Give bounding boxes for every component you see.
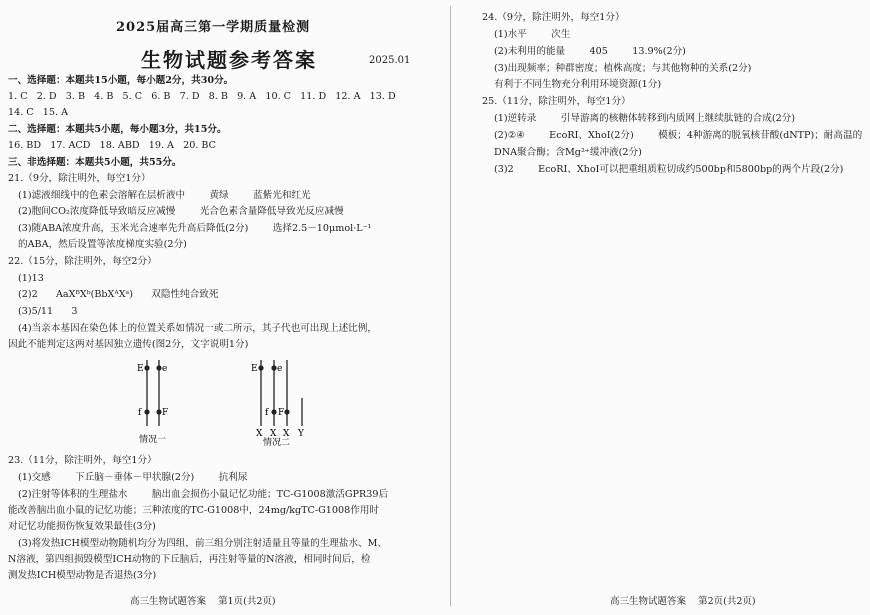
- answer-line: DNA聚合酶；含Mg²⁺缓冲液(2分): [494, 147, 642, 158]
- answer-line: 16. BD 17. ACD 18. ABD 19. A 20. BC: [8, 140, 216, 151]
- question-25-heading: 25.（11分，除注明外，每空1分）: [482, 96, 631, 107]
- main-title: 生物试题参考答案: [141, 48, 317, 72]
- answer-line: (2)②④ EcoRⅠ、XhoⅠ(2分) 模板；4种游离的脱氧核苷酸(dNTP)；耐高温的: [494, 130, 863, 141]
- question-24-heading: 24.（9分，除注明外，每空1分）: [482, 12, 625, 23]
- answer-line: (1)交感 下丘脑－垂体－甲状腺(2分) 抗利尿: [18, 472, 248, 483]
- answer-line: (2)未利用的能量 405 13.9%(2分): [494, 46, 686, 57]
- answer-line: 的ABA，然后设置等浓度梯度实验(2分): [18, 239, 187, 250]
- gene-label: e: [277, 364, 283, 374]
- answer-line: (1)逆转录 引导游离的核糖体转移到内质网上继续肽链的合成(2分): [494, 113, 796, 124]
- page-divider: [450, 6, 451, 606]
- answer-line: (1)滤液细线中的色素会溶解在层析液中 黄绿 蓝紫光和红光: [18, 190, 311, 201]
- gene-label: F: [278, 408, 285, 418]
- question-21-heading: 21.（9分，除注明外，每空1分）: [8, 173, 151, 184]
- sex-chromosome-label: X: [270, 429, 277, 439]
- gene-label: E: [137, 364, 144, 374]
- answer-line: 有利于不同生物充分利用环境资源(1分): [494, 79, 662, 90]
- case-1-label: 情况一: [139, 435, 167, 445]
- exam-date: 2025.01: [369, 55, 411, 66]
- answer-line: 测发热ICH模型动物是否退热(3分): [8, 570, 157, 581]
- chromosome-diagram: [125, 356, 325, 446]
- answer-line: N溶液，第四组损毁模型ICH动物的下丘脑后，再注射等量的N溶液，相同时间后，检: [8, 554, 371, 565]
- page-footer: 高三生物试题答案 第1页(共2页): [130, 596, 276, 607]
- section-1-heading: 一、选择题：本题共15小题，每小题2分，共30分。: [8, 75, 234, 86]
- answer-line: (2)2 AaXᴮXᵇ(BbXᴬXᵃ) 双隐性纯合致死: [18, 289, 219, 300]
- sex-chromosome-label: Y: [298, 429, 304, 439]
- answer-line: 14. C 15. A: [8, 107, 69, 118]
- section-3-heading: 三、非选择题：本题共5小题，共55分。: [8, 157, 182, 168]
- answer-line: (3)出现频率；种群密度；植株高度；与其他物种的关系(2分): [494, 63, 752, 74]
- answer-line: (1)水平 次生: [494, 29, 571, 40]
- answer-line: (2)注射等体积的生理盐水 脑出血会损伤小鼠记忆功能；TC-G1008激活GPR39后: [18, 489, 389, 500]
- question-22-heading: 22.（15分，除注明外，每空2分）: [8, 256, 157, 267]
- answer-line: (1)13: [18, 273, 44, 284]
- gene-label: f: [265, 408, 269, 418]
- question-23-heading: 23.（11分，除注明外，每空1分）: [8, 455, 157, 466]
- section-2-heading: 二、选择题：本题共5小题，每小题3分，共15分。: [8, 124, 227, 135]
- sex-chromosome-label: X: [256, 429, 263, 439]
- answer-line: (3)2 EcoRⅠ、XhoⅠ可以把重组质粒切成约500bp和5800bp的两个片段(2分): [494, 164, 844, 175]
- gene-label: f: [138, 408, 142, 418]
- answer-line: (2)胞间CO₂浓度降低导致暗反应减慢 光合色素含量降低导致光反应减慢: [18, 206, 344, 217]
- answer-line: 因此不能判定这两对基因独立遗传(图2分，文字说明1分): [8, 339, 249, 350]
- answer-line: 能改善脑出血小鼠的记忆功能；三种浓度的TC-G1008中，24mg/kgTC-G1008作用时: [8, 505, 380, 516]
- answer-line: (3)将发热ICH模型动物随机均分为四组，前三组分别注射适量且等量的生理盐水、M、: [18, 538, 388, 549]
- sex-chromosome-label: X: [283, 429, 290, 439]
- answer-line: 1. C 2. D 3. B 4. B 5. C 6. B 7. D 8. B 9. A 10. C 11. D 12. A 13. D: [8, 91, 396, 102]
- case-2-label: 情况二: [263, 438, 291, 446]
- page-footer: 高三生物试题答案 第2页(共2页): [610, 596, 756, 607]
- answer-line: (3)随ABA浓度升高，玉米光合速率先升高后降低(2分) 选择2.5－10μmol·L⁻¹: [18, 223, 372, 234]
- answer-line: (3)5/11 3: [18, 306, 78, 317]
- gene-label: e: [162, 364, 168, 374]
- exam-title: 2025届高三第一学期质量检测: [116, 20, 311, 35]
- page-2: [460, 0, 870, 615]
- gene-label: F: [162, 408, 169, 418]
- answer-line: (4)当亲本基因在染色体上的位置关系如情况一或二所示，其子代也可出现上述比例，: [18, 323, 377, 334]
- answer-line: 对记忆功能损伤恢复效果最佳(3分): [8, 521, 156, 532]
- gene-label: E: [251, 364, 258, 374]
